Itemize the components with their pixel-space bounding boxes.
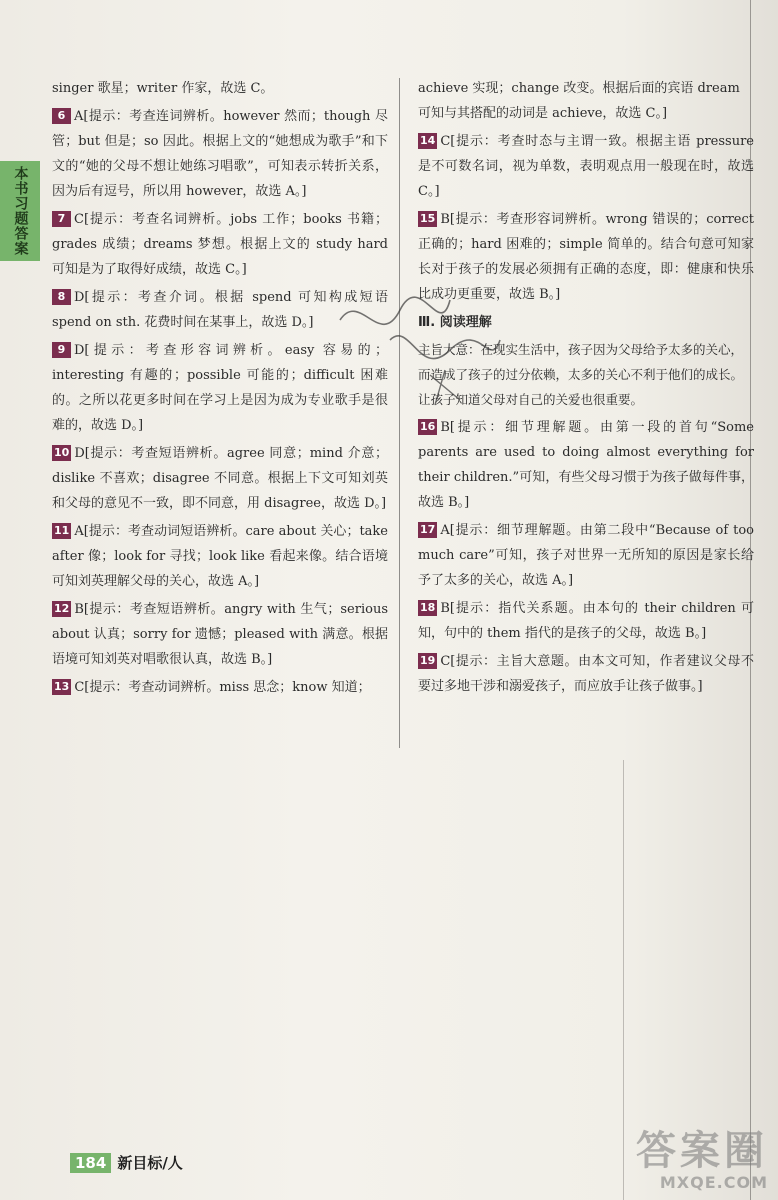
right-continuation: achieve 实现；change 改变。根据后面的宾语 dream 可知与其搭配的动词是 achieve，故选 C。] xyxy=(418,81,740,121)
answer-entry xyxy=(52,519,388,594)
answer-text: B[提示：细节理解题。由第一段的首句“Some parents are used to doing almost everything for their children.”可知，有些父母习惯于为孩子做每件事，故选 B。] xyxy=(418,420,754,510)
question-number-badge: 12 xyxy=(54,602,70,615)
page-crease-line xyxy=(623,760,624,1200)
answer-entry xyxy=(418,596,754,646)
answer-entry xyxy=(418,129,754,204)
answer-text: C[提示：考查名词辨析。jobs 工作；books 书籍；grades 成绩；dreams 梦想。根据上文的 study hard 可知是为了取得好成绩，故选 C。] xyxy=(52,212,388,277)
answer-text: A[提示：细节理解题。由第二段中“Because of too much care”可知，孩子对世界一无所知的原因是家长给予了太多的关心，故选 A。] xyxy=(418,523,754,588)
question-number-badge: 13 xyxy=(54,680,70,693)
question-number-badge: 19 xyxy=(420,654,436,667)
answer-entry xyxy=(52,675,388,700)
answer-text: B[提示：指代关系题。由本句的 their children 可知，句中的 them 指代的是孩子的父母，故选 B。] xyxy=(418,601,754,641)
page-footer xyxy=(70,1152,183,1173)
answer-text: B[提示：考查短语辨析。angry with 生气；serious about 认真；sorry for 遗憾；pleased with 满意。根据语境可知刘英对唱歌很认真，故选 B。] xyxy=(52,602,388,667)
handwriting-scribble xyxy=(330,280,510,410)
side-tab: 本书习题答案 xyxy=(0,161,40,261)
question-number-badge: 17 xyxy=(420,523,436,536)
section-title: Ⅲ. 阅读理解 xyxy=(418,315,492,330)
page-number: 184 xyxy=(70,1153,111,1173)
answer-text: D[提示：考查形容词辨析。easy 容易的；interesting 有趣的；possible 可能的；difficult 困难的。之所以花更多时间在学习上是因为成为专业歌手是很难的，故选 D。] xyxy=(52,343,388,433)
watermark xyxy=(636,1129,768,1192)
answer-entry xyxy=(52,597,388,672)
answer-entry xyxy=(418,518,754,593)
answer-entry xyxy=(52,207,388,282)
question-number-badge: 11 xyxy=(54,524,70,537)
question-number-badge: 8 xyxy=(52,289,71,305)
question-number-badge: 9 xyxy=(52,342,71,358)
question-number-badge: 10 xyxy=(54,446,70,459)
left-continuation: singer 歌星；writer 作家，故选 C。 xyxy=(52,81,274,96)
answer-text: B[提示：考查形容词辨析。wrong 错误的；correct 正确的；hard 困难的；simple 简单的。结合句意可知家长对于孩子的发展必须拥有正确的态度，即：健康和快乐比成功更重要，故选 B。] xyxy=(418,212,754,302)
question-number-badge: 7 xyxy=(52,211,71,227)
answer-text: A[提示：考查动词短语辨析。care about 关心；take after 像；look for 寻找；look like 看起来像。结合语境可知刘英理解父母的关心，故选 A。] xyxy=(52,524,388,589)
answer-text: D[提示：考查短语辨析。agree 同意；mind 介意；dislike 不喜欢；disagree 不同意。根据上下文可知刘英和父母的意见不一致，即不同意，用 disagree，故选 D。] xyxy=(52,446,388,511)
book-label: 新目标/人 xyxy=(117,1154,183,1172)
answer-entry xyxy=(418,415,754,515)
answer-text: C[提示：考查动词辨析。miss 思念；know 知道； xyxy=(74,680,371,695)
main-idea-text: 主旨大意：在现实生活中，孩子因为父母给予太多的关心，而造成了孩子的过分依赖，太多的关心不利于他们的成长。让孩子知道父母对自己的关爱也很重要。 xyxy=(418,342,744,407)
answer-text: D[提示：考查介词。根据 spend 可知构成短语 spend on sth. 花费时间在某事上，故选 D。] xyxy=(52,290,388,330)
answer-entry xyxy=(52,104,388,204)
column-divider xyxy=(399,78,400,748)
answer-entry xyxy=(418,649,754,699)
answer-text: C[提示：主旨大意题。由本文可知，作者建议父母不要过多地干涉和溺爱孩子，而应放手让孩子做事。] xyxy=(418,654,754,694)
question-number-badge: 14 xyxy=(420,134,436,147)
watermark-url: MXQE.COM xyxy=(659,1173,768,1192)
question-number-badge: 15 xyxy=(420,212,436,225)
answer-text: A[提示：考查连词辨析。however 然而；though 尽管；but 但是；so 因此。根据上文的“她想成为歌手”和下文的“她的父母不想让她练习唱歌”，可知表示转折关系，因为后有逗号，所以用 however，故选 A。] xyxy=(52,109,388,199)
watermark-text: 答案圈 xyxy=(636,1128,768,1174)
answer-text: C[提示：考查时态与主谓一致。根据主语 pressure 是不可数名词，视为单数，表明观点用一般现在时，故选 C。] xyxy=(418,134,754,199)
answer-entry xyxy=(52,441,388,516)
question-number-badge: 18 xyxy=(420,601,436,614)
question-number-badge: 6 xyxy=(52,108,71,124)
question-number-badge: 16 xyxy=(420,420,436,433)
